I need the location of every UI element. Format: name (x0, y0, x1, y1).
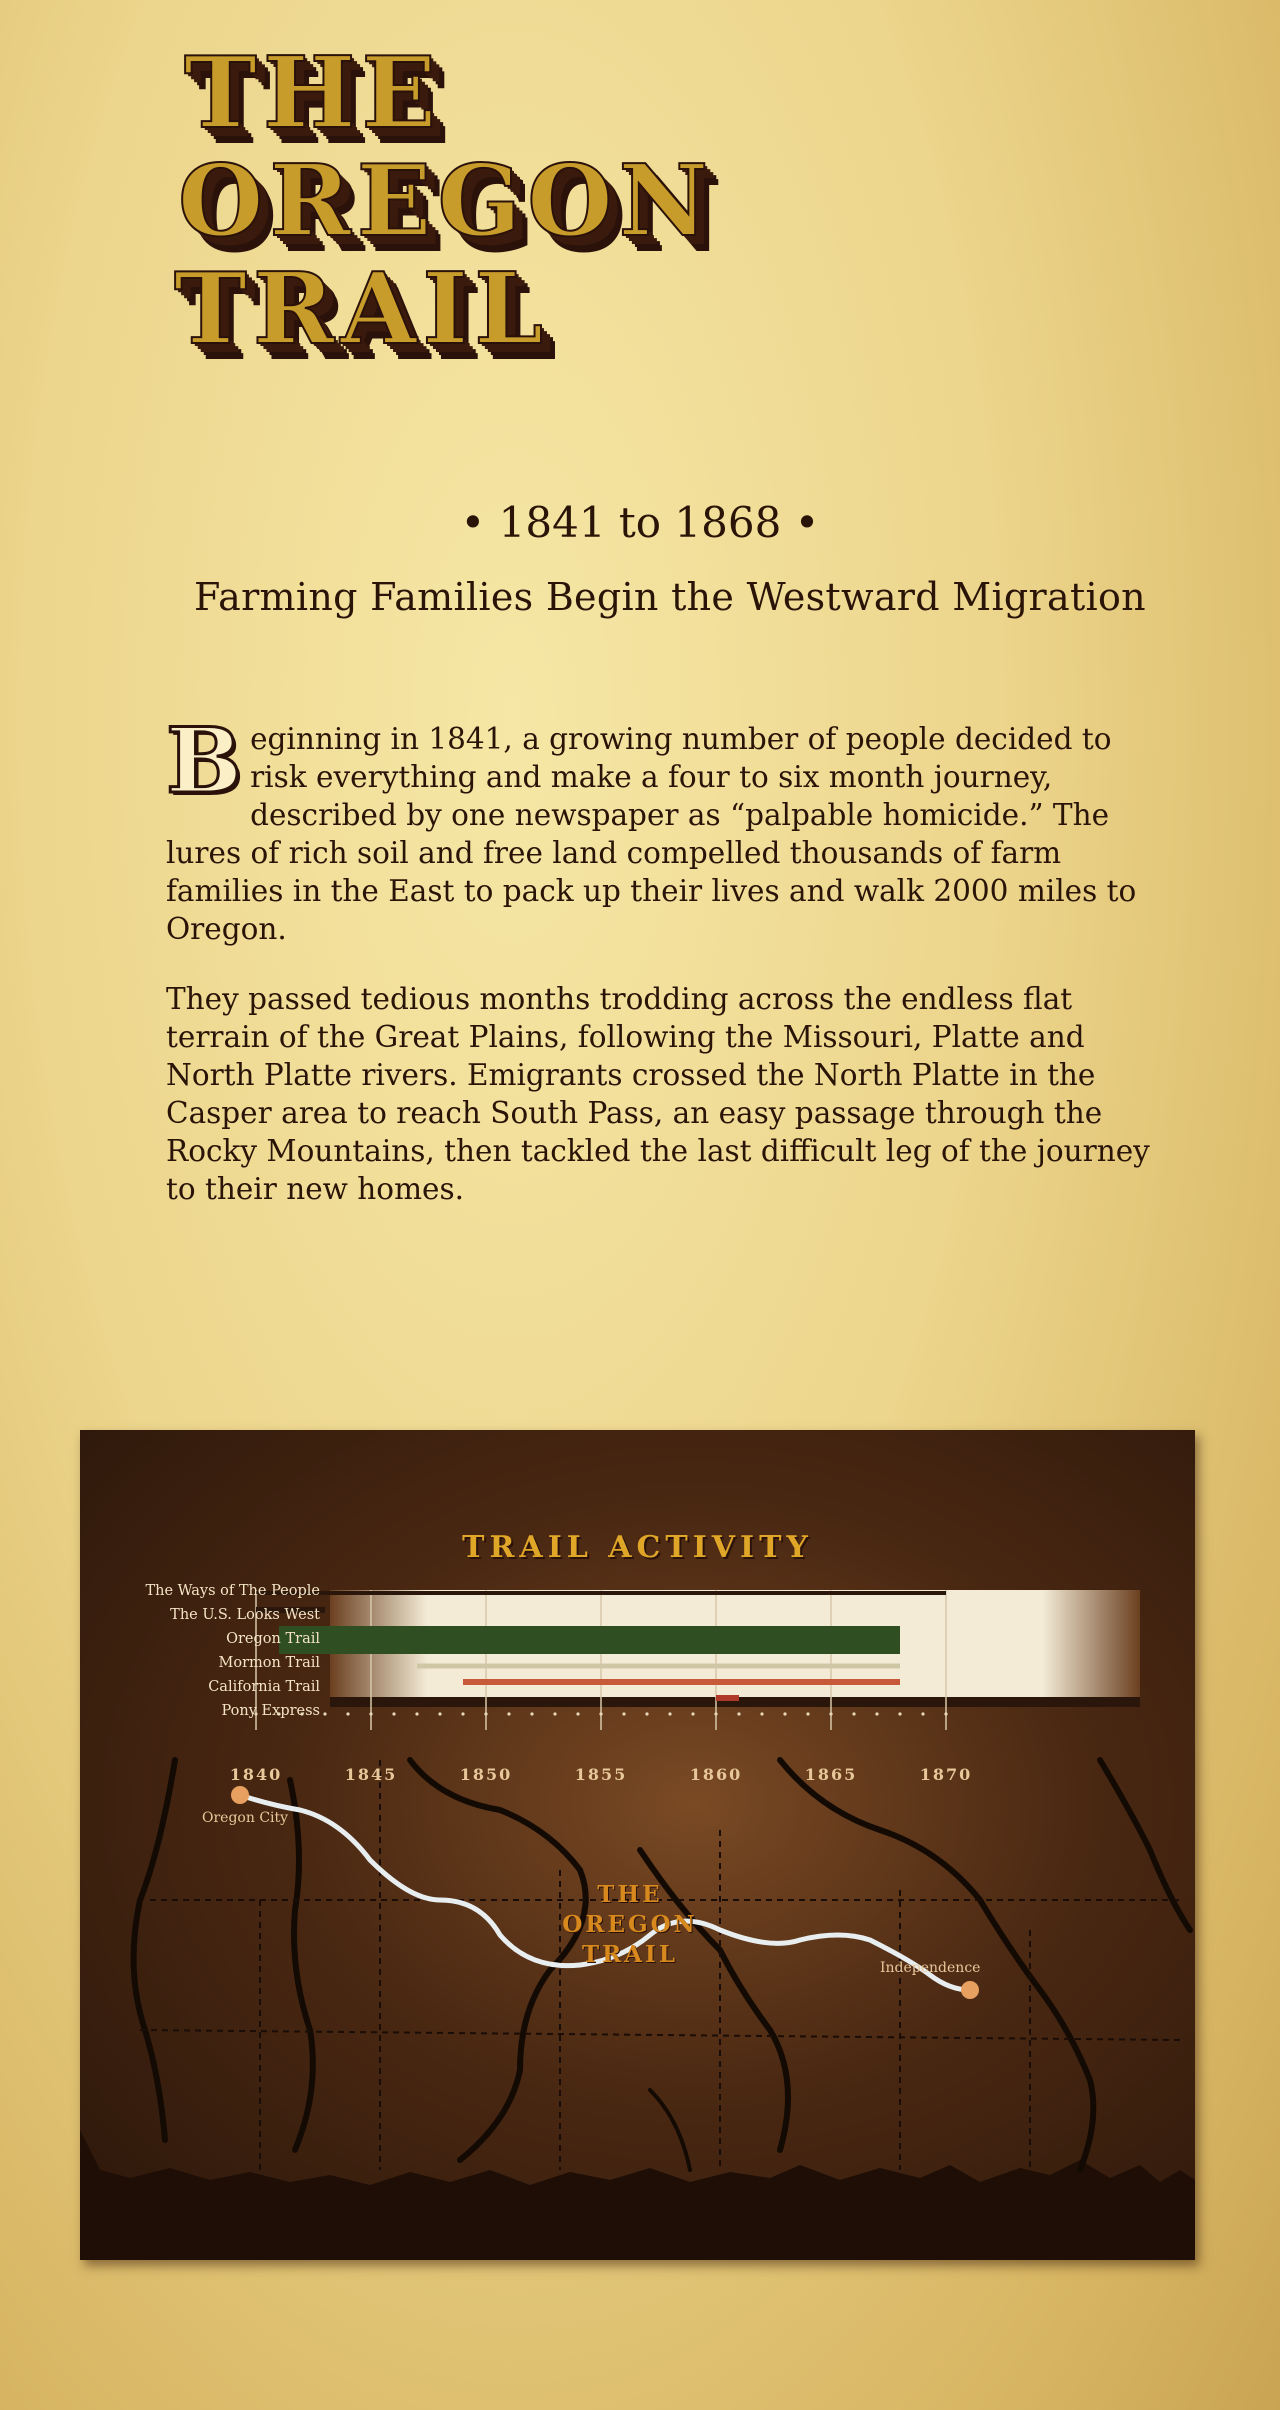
tick-label-1850: 1850 (459, 1765, 513, 1784)
year-dot (553, 1712, 556, 1715)
year-dot (829, 1712, 832, 1715)
map-title-line-3: TRAIL (581, 1941, 678, 1968)
map-plaque (80, 1430, 1195, 2260)
row-label-ways: The Ways of The People (145, 1583, 320, 1599)
year-dot (415, 1712, 418, 1715)
paragraph-2: They passed tedious months trodding across the endless flat terrain of the Great Plains, following the Missouri, Platte and North Platte rivers. Emigrants crossed the North Platte in the Casper area to reach South Pass, an easy passage through the Rocky Mountains, then tackled the last difficult leg of the journey to their new homes. (166, 982, 1150, 1206)
row-label-mormon: Mormon Trail (218, 1655, 320, 1671)
oregon-city-marker (231, 1786, 249, 1804)
year-dot (507, 1712, 510, 1715)
map-title-line-2: OREGON (562, 1911, 698, 1938)
paragraph-1 (166, 708, 1166, 948)
row-label-oregon: Oregon Trail (226, 1631, 320, 1647)
map-title (510, 1880, 750, 1970)
year-dot (392, 1712, 395, 1715)
year-dot (668, 1712, 671, 1715)
year-dot (737, 1712, 740, 1715)
year-dot (484, 1712, 487, 1715)
tick-label-1870: 1870 (919, 1765, 973, 1784)
bar-oregon-trail (279, 1626, 900, 1654)
year-dot (898, 1712, 901, 1715)
year-dot (530, 1712, 533, 1715)
bar-mormon-trail (417, 1664, 900, 1669)
paragraph-1-text: eginning in 1841, a growing number of people decided to risk everything and make a four to six month journey, described by one newspaper as “palpable homicide.” The lures of rich soil and free land compelled thousands of farm families in the East to pack up their lives and walk 2000 miles to Oregon. (166, 722, 1137, 946)
exhibit-title (170, 36, 970, 367)
tick-label-1855: 1855 (574, 1765, 628, 1784)
year-dot (369, 1712, 372, 1715)
chart-title: TRAIL ACTIVITY (462, 1530, 813, 1565)
year-dot (346, 1712, 349, 1715)
year-dot (576, 1712, 579, 1715)
mountain-silhouette (80, 2130, 1195, 2260)
exhibit-subtitle: Farming Families Begin the Westward Migration (194, 575, 1146, 619)
city-label-independence: Independence (880, 1960, 981, 1976)
date-range: • 1841 to 1868 • (460, 498, 820, 547)
year-dot (760, 1712, 763, 1715)
year-dot (622, 1712, 625, 1715)
independence-marker (961, 1981, 979, 1999)
title-line-3: TRAIL (174, 252, 550, 367)
tick-label-1865: 1865 (804, 1765, 858, 1784)
year-dot (944, 1712, 947, 1715)
year-dot (323, 1712, 326, 1715)
tick-label-1845: 1845 (344, 1765, 398, 1784)
drop-cap: B (166, 708, 243, 814)
bar-the-ways-of-the-people (256, 1591, 946, 1595)
year-dot (875, 1712, 878, 1715)
year-dot (783, 1712, 786, 1715)
body-text (166, 708, 1166, 1240)
year-dot (806, 1712, 809, 1715)
year-dot (645, 1712, 648, 1715)
year-dot (461, 1712, 464, 1715)
city-label-oregon-city: Oregon City (202, 1810, 289, 1826)
year-dot (438, 1712, 441, 1715)
year-dot (599, 1712, 602, 1715)
row-label-california: California Trail (208, 1679, 320, 1695)
title-line-2: OREGON (178, 144, 715, 259)
bar-california-trail (463, 1679, 900, 1685)
row-label-pony: Pony Express (221, 1703, 320, 1719)
year-dot (921, 1712, 924, 1715)
map-title-line-1: THE (597, 1881, 663, 1908)
year-dot (852, 1712, 855, 1715)
year-dot (714, 1712, 717, 1715)
bar-pony-express (716, 1695, 739, 1701)
year-dot (691, 1712, 694, 1715)
title-line-1: THE (184, 36, 443, 151)
tick-label-1840: 1840 (229, 1765, 283, 1784)
tick-label-1860: 1860 (689, 1765, 743, 1784)
row-label-us-west: The U.S. Looks West (170, 1607, 320, 1623)
